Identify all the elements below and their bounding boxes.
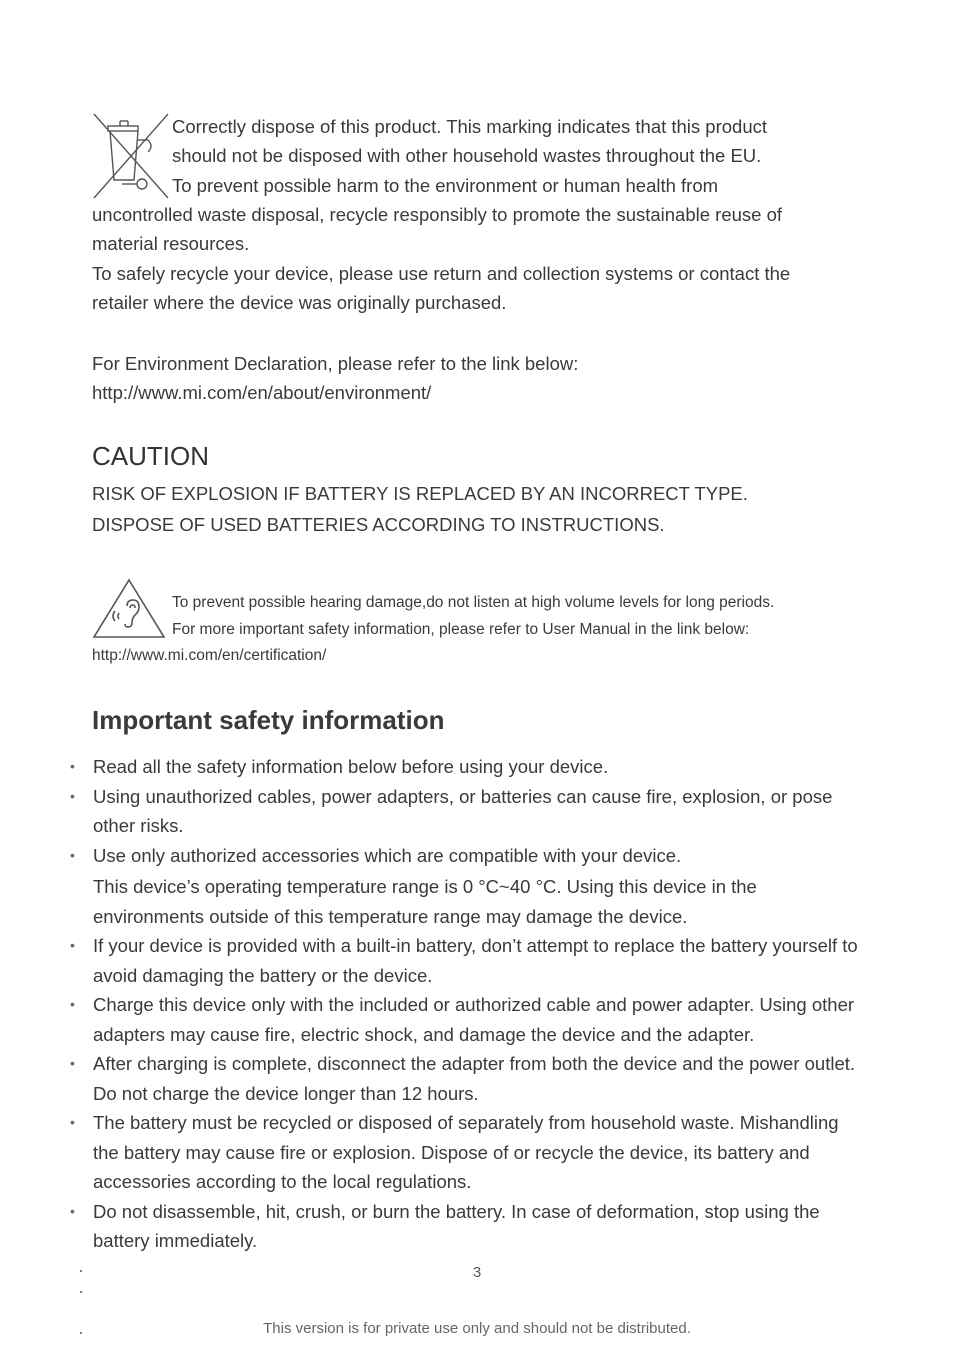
environment-declaration-text: For Environment Declaration, please refer to the link below: — [92, 353, 579, 374]
bullet-icon: • — [70, 1114, 75, 1130]
weee-text-line: To prevent possible harm to the environment or human health from — [172, 175, 719, 196]
list-item — [66, 1197, 866, 1256]
list-item — [66, 782, 866, 841]
crossed-out-wheelie-bin-icon — [92, 112, 172, 202]
weee-text-line: To safely recycle your device, please use return and collection systems or contact the — [92, 263, 791, 284]
distribution-notice: This version is for private use only and should not be distributed. — [263, 1320, 691, 1337]
list-item — [66, 931, 866, 990]
list-item — [66, 990, 866, 1049]
list-item-text: Using unauthorized cables, power adapters, or batteries can cause fire, explosion, or pose other risks. — [93, 785, 833, 836]
certification-link[interactable]: http://www.mi.com/en/certification/ — [92, 647, 327, 664]
list-item — [66, 1049, 866, 1108]
weee-text-line: Correctly dispose of this product. This marking indicates that this product — [172, 116, 768, 137]
weee-text-line: retailer where the device was originally purchased. — [92, 292, 507, 313]
weee-text-line: should not be disposed with other household wastes throughout the EU. — [172, 145, 762, 166]
bullet-icon: • — [70, 1055, 75, 1071]
list-item-continuation: This device’s operating temperature range is 0 °C~40 °C. Using this device in the environments outside of this temperature range may damage the device. — [93, 876, 757, 927]
bullet-icon: • — [70, 846, 75, 863]
list-item-text: If your device is provided with a built-in battery, don’t attempt to replace the battery yourself to avoid damaging the battery or the device. — [93, 935, 858, 986]
list-item — [66, 841, 866, 932]
list-item-text: Do not disassemble, hit, crush, or burn the battery. In case of deformation, stop using the battery immediately. — [93, 1200, 820, 1251]
bullet-icon: • — [70, 937, 75, 953]
list-item-text: Use only authorized accessories which are compatible with your device. — [93, 844, 682, 866]
list-item — [66, 752, 866, 782]
caution-text-line: DISPOSE OF USED BATTERIES ACCORDING TO INSTRUCTIONS. — [92, 514, 665, 535]
list-item-text: Charge this device only with the included or authorized cable and power adapter. Using other adapters may cause fire, electric shock, and damage the device and the adapter. — [93, 994, 855, 1045]
hearing-damage-warning-icon — [92, 578, 166, 640]
weee-text-line: uncontrolled waste disposal, recycle responsibly to promote the sustainable reuse of — [92, 204, 783, 225]
list-item-text: The battery must be recycled or disposed of separately from household waste. Mishandling the battery may cause fire or explosion. Dispose of or recycle the device, its battery and accessories according to the local regulations. — [93, 1112, 839, 1192]
list-item-text: Read all the safety information below before using your device. — [93, 756, 609, 777]
caution-heading: CAUTION — [92, 441, 209, 471]
bullet-icon: • — [70, 758, 75, 774]
weee-text-line: material resources. — [92, 233, 250, 254]
margin-dot — [80, 1291, 82, 1293]
caution-text-line: RISK OF EXPLOSION IF BATTERY IS REPLACED BY AN INCORRECT TYPE. — [92, 483, 748, 504]
bullet-icon: • — [70, 787, 75, 804]
bullet-icon: • — [70, 996, 75, 1012]
hearing-warning-text: To prevent possible hearing damage,do not listen at high volume levels for long periods. — [172, 594, 775, 611]
environment-link[interactable]: http://www.mi.com/en/about/environment/ — [92, 382, 432, 403]
safety-list — [66, 752, 866, 1256]
list-item — [66, 1108, 866, 1197]
hearing-warning-text: For more important safety information, please refer to User Manual in the link below: — [172, 621, 750, 638]
bullet-icon: • — [70, 1202, 75, 1219]
safety-section-heading: Important safety information — [92, 705, 445, 735]
list-item-text: After charging is complete, disconnect the adapter from both the device and the power outlet. Do not charge the device longer than 12 hours. — [93, 1053, 856, 1104]
page-number: 3 — [472, 1264, 482, 1281]
